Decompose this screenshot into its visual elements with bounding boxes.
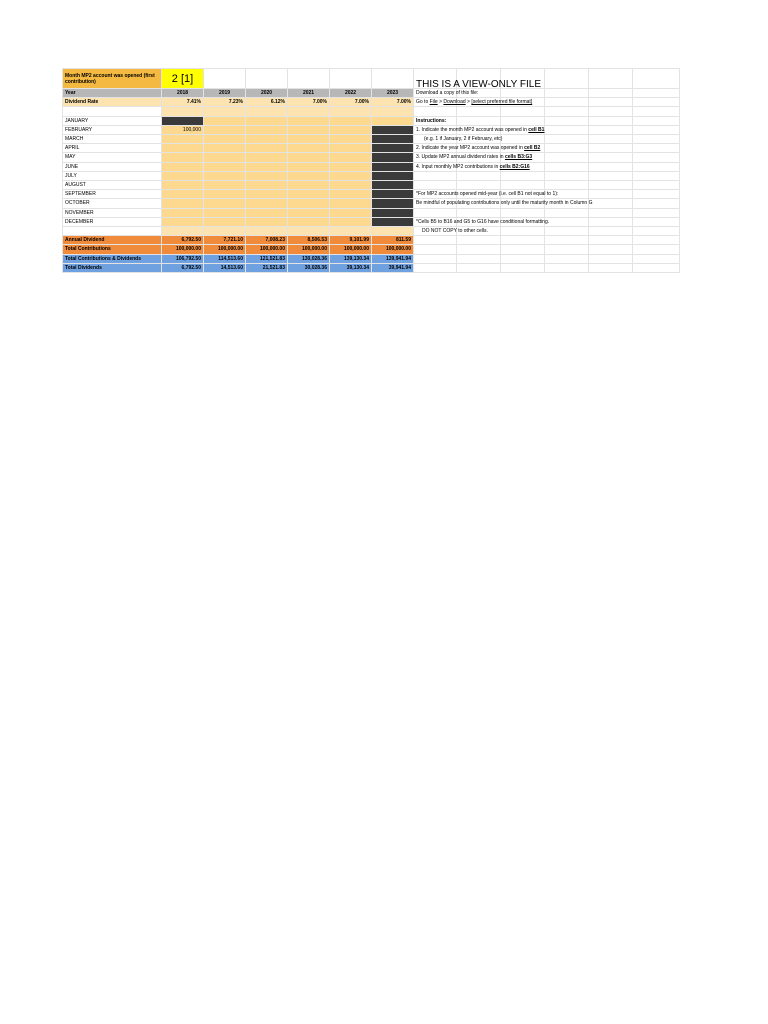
- rate-cell[interactable]: 7.23%: [204, 98, 246, 107]
- contribution-cell[interactable]: [372, 208, 414, 217]
- summary-value-cell[interactable]: 106,792.50: [162, 254, 204, 263]
- empty-cell[interactable]: [372, 107, 414, 116]
- contribution-cell[interactable]: [162, 171, 204, 180]
- empty-cell[interactable]: [545, 107, 589, 116]
- empty-cell[interactable]: [414, 107, 457, 116]
- empty-cell[interactable]: [589, 89, 633, 98]
- empty-cell[interactable]: [545, 263, 589, 272]
- contribution-cell[interactable]: [162, 116, 204, 125]
- empty-cell[interactable]: [633, 153, 680, 162]
- contribution-cell[interactable]: [162, 208, 204, 217]
- month-label-cell[interactable]: MARCH: [63, 135, 162, 144]
- contribution-cell[interactable]: [372, 162, 414, 171]
- empty-cell[interactable]: [457, 245, 501, 254]
- step1-cell-ref: cell B1: [528, 126, 545, 133]
- empty-cell[interactable]: [204, 227, 246, 236]
- empty-cell[interactable]: [589, 171, 633, 180]
- month-label-cell[interactable]: OCTOBER: [63, 199, 162, 208]
- info-cell[interactable]: [414, 162, 530, 171]
- summary-value-cell[interactable]: 7,008.23: [246, 236, 288, 245]
- empty-cell[interactable]: [288, 69, 330, 89]
- summary-value-cell[interactable]: 121,521.83: [246, 254, 288, 263]
- contribution-cell[interactable]: [372, 181, 414, 190]
- year-cell[interactable]: 2018: [162, 89, 204, 98]
- empty-cell[interactable]: [414, 263, 457, 272]
- empty-cell[interactable]: [501, 245, 545, 254]
- contribution-cell[interactable]: [330, 181, 372, 190]
- empty-cell[interactable]: [204, 69, 246, 89]
- info-cell[interactable]: [414, 190, 559, 199]
- info-cell[interactable]: [414, 144, 541, 153]
- rate-cell[interactable]: 6.12%: [246, 98, 288, 107]
- contribution-cell[interactable]: [330, 144, 372, 153]
- empty-cell[interactable]: [589, 162, 633, 171]
- contribution-cell[interactable]: [162, 135, 204, 144]
- contribution-cell[interactable]: [330, 208, 372, 217]
- rate-cell[interactable]: 7.00%: [372, 98, 414, 107]
- summary-value-cell[interactable]: 39,941.94: [372, 263, 414, 272]
- empty-cell[interactable]: [162, 107, 204, 116]
- empty-cell[interactable]: [545, 69, 589, 89]
- contribution-cell[interactable]: [288, 153, 330, 162]
- empty-cell[interactable]: [63, 227, 162, 236]
- empty-cell[interactable]: [589, 135, 633, 144]
- info-cell[interactable]: [414, 199, 593, 208]
- contribution-cell[interactable]: [330, 217, 372, 226]
- empty-cell[interactable]: [589, 190, 633, 199]
- empty-cell[interactable]: [633, 107, 680, 116]
- b1-label-cell[interactable]: Month MP2 account was opened (first contribution): [63, 69, 162, 89]
- empty-cell[interactable]: [589, 153, 633, 162]
- info-cell[interactable]: [414, 89, 479, 98]
- empty-cell[interactable]: [330, 227, 372, 236]
- empty-cell[interactable]: [457, 171, 501, 180]
- summary-value-cell[interactable]: 6,792.50: [162, 236, 204, 245]
- info-cell[interactable]: [414, 227, 488, 236]
- empty-cell[interactable]: [330, 107, 372, 116]
- download-copy-text: Download a copy of this file:: [416, 90, 479, 96]
- empty-cell[interactable]: [457, 236, 501, 245]
- empty-cell[interactable]: [545, 236, 589, 245]
- contribution-cell[interactable]: [204, 181, 246, 190]
- contribution-cell[interactable]: [288, 181, 330, 190]
- contribution-cell[interactable]: [204, 153, 246, 162]
- contribution-cell[interactable]: [372, 153, 414, 162]
- empty-cell[interactable]: [589, 245, 633, 254]
- summary-value-cell[interactable]: 811.59: [372, 236, 414, 245]
- note-midyear: *For MP2 accounts opened mid-year (i.e. cell B1 not equal to 1):: [416, 191, 559, 198]
- contribution-cell[interactable]: [330, 153, 372, 162]
- empty-cell[interactable]: [633, 245, 680, 254]
- empty-cell[interactable]: [589, 199, 633, 208]
- empty-cell[interactable]: [633, 162, 680, 171]
- contribution-cell[interactable]: [204, 199, 246, 208]
- month-label-cell[interactable]: JANUARY: [63, 116, 162, 125]
- year-cell[interactable]: 2022: [330, 89, 372, 98]
- year-label-cell[interactable]: Year: [63, 89, 162, 98]
- summary-label-cell[interactable]: Total Contributions & Dividends: [63, 254, 162, 263]
- empty-cell[interactable]: [457, 116, 501, 125]
- contribution-cell[interactable]: [162, 190, 204, 199]
- contribution-cell[interactable]: [162, 199, 204, 208]
- contribution-cell[interactable]: 100,000: [162, 125, 204, 134]
- empty-cell[interactable]: [457, 107, 501, 116]
- empty-cell[interactable]: [633, 116, 680, 125]
- contribution-cell[interactable]: [372, 171, 414, 180]
- info-cell[interactable]: [414, 98, 533, 107]
- note-formatting: *Cells B5 to B16 and G5 to G16 have conditional formatting.: [416, 218, 550, 225]
- empty-cell[interactable]: [589, 227, 633, 236]
- contribution-cell[interactable]: [330, 162, 372, 171]
- empty-cell[interactable]: [545, 254, 589, 263]
- step4-text: 4. Input monthly MP2 contributions in: [416, 163, 500, 170]
- empty-cell[interactable]: [633, 144, 680, 153]
- empty-cell[interactable]: [633, 263, 680, 272]
- year-cell[interactable]: 2023: [372, 89, 414, 98]
- summary-value-cell[interactable]: 100,000.00: [162, 245, 204, 254]
- empty-cell[interactable]: [501, 181, 545, 190]
- summary-value-cell[interactable]: 8,506.53: [288, 236, 330, 245]
- month-label-cell[interactable]: MAY: [63, 153, 162, 162]
- empty-cell[interactable]: [589, 116, 633, 125]
- summary-value-cell[interactable]: 139,130.34: [330, 254, 372, 263]
- summary-value-cell[interactable]: 114,513.60: [204, 254, 246, 263]
- month-label-cell[interactable]: JUNE: [63, 162, 162, 171]
- contribution-cell[interactable]: [162, 144, 204, 153]
- info-cell[interactable]: [414, 153, 533, 162]
- empty-cell[interactable]: [414, 236, 457, 245]
- info-cell[interactable]: [414, 217, 550, 226]
- file-format-link: [select preferred file format]: [471, 99, 533, 106]
- summary-value-cell[interactable]: 100,000.00: [204, 245, 246, 254]
- empty-cell[interactable]: [288, 227, 330, 236]
- empty-cell[interactable]: [545, 217, 589, 226]
- empty-cell[interactable]: [633, 208, 680, 217]
- info-cell[interactable]: [414, 125, 545, 134]
- empty-cell[interactable]: [288, 107, 330, 116]
- empty-cell[interactable]: [633, 199, 680, 208]
- empty-cell[interactable]: [204, 107, 246, 116]
- step1-text: 1. Indicate the month MP2 account was opened in: [416, 126, 529, 133]
- month-label-cell[interactable]: APRIL: [63, 144, 162, 153]
- empty-cell[interactable]: [501, 254, 545, 263]
- summary-value-cell[interactable]: 130,028.36: [288, 254, 330, 263]
- contribution-cell[interactable]: [162, 217, 204, 226]
- empty-cell[interactable]: [633, 135, 680, 144]
- summary-value-cell[interactable]: 100,000.00: [330, 245, 372, 254]
- contribution-cell[interactable]: [162, 153, 204, 162]
- rate-cell[interactable]: 7.00%: [330, 98, 372, 107]
- contribution-cell[interactable]: [204, 171, 246, 180]
- contribution-cell[interactable]: [288, 144, 330, 153]
- contribution-cell[interactable]: [204, 135, 246, 144]
- empty-cell[interactable]: [414, 171, 457, 180]
- summary-value-cell[interactable]: 100,000.00: [372, 245, 414, 254]
- contribution-cell[interactable]: [372, 190, 414, 199]
- contribution-cell[interactable]: [330, 190, 372, 199]
- summary-label-cell[interactable]: Total Contributions: [63, 245, 162, 254]
- contribution-cell[interactable]: [288, 217, 330, 226]
- contribution-cell[interactable]: [204, 162, 246, 171]
- step2-text: 2. Indicate the year MP2 account was opened in: [416, 145, 525, 152]
- empty-cell[interactable]: [633, 69, 680, 89]
- empty-cell[interactable]: [162, 227, 204, 236]
- empty-cell[interactable]: [372, 227, 414, 236]
- contribution-cell[interactable]: [204, 116, 246, 125]
- goto-prefix: Go to: [416, 99, 430, 106]
- empty-cell[interactable]: [633, 125, 680, 134]
- rate-label-cell[interactable]: Dividend Rate: [63, 98, 162, 107]
- contribution-cell[interactable]: [288, 199, 330, 208]
- contribution-cell[interactable]: [372, 116, 414, 125]
- contribution-cell[interactable]: [162, 162, 204, 171]
- contribution-cell[interactable]: [246, 125, 288, 134]
- empty-cell[interactable]: [633, 236, 680, 245]
- empty-cell[interactable]: [589, 254, 633, 263]
- summary-value-cell[interactable]: 100,000.00: [288, 245, 330, 254]
- info-cell[interactable]: [414, 116, 457, 125]
- summary-value-cell[interactable]: 30,028.36: [288, 263, 330, 272]
- empty-cell[interactable]: [457, 254, 501, 263]
- empty-cell[interactable]: [501, 171, 545, 180]
- contribution-cell[interactable]: [288, 190, 330, 199]
- empty-cell[interactable]: [501, 116, 545, 125]
- summary-value-cell[interactable]: 21,521.83: [246, 263, 288, 272]
- contribution-cell[interactable]: [372, 217, 414, 226]
- empty-cell[interactable]: [589, 107, 633, 116]
- b1-value-cell[interactable]: 2 [1]: [162, 69, 204, 89]
- contribution-cell[interactable]: [288, 171, 330, 180]
- empty-cell[interactable]: [545, 162, 589, 171]
- contribution-cell[interactable]: [162, 181, 204, 190]
- contribution-cell[interactable]: [372, 135, 414, 144]
- empty-cell[interactable]: [633, 190, 680, 199]
- contribution-cell[interactable]: [246, 116, 288, 125]
- summary-label-cell[interactable]: Total Dividends: [63, 263, 162, 272]
- empty-cell[interactable]: [372, 69, 414, 89]
- contribution-cell[interactable]: [288, 162, 330, 171]
- empty-cell[interactable]: [501, 263, 545, 272]
- empty-cell[interactable]: [545, 227, 589, 236]
- note-do-not-copy: DO NOT COPY to other cells.: [422, 228, 488, 235]
- contribution-cell[interactable]: [246, 144, 288, 153]
- download-menu-link: Download: [443, 99, 466, 106]
- empty-cell[interactable]: [545, 171, 589, 180]
- empty-cell[interactable]: [457, 263, 501, 272]
- empty-cell[interactable]: [545, 208, 589, 217]
- empty-cell[interactable]: [589, 217, 633, 226]
- empty-cell[interactable]: [545, 89, 589, 98]
- empty-cell[interactable]: [501, 208, 545, 217]
- contribution-cell[interactable]: [246, 153, 288, 162]
- empty-cell[interactable]: [589, 98, 633, 107]
- month-label-cell[interactable]: FEBRUARY: [63, 125, 162, 134]
- contribution-cell[interactable]: [246, 199, 288, 208]
- month-label-cell[interactable]: DECEMBER: [63, 217, 162, 226]
- view-only-title[interactable]: THIS IS A VIEW-ONLY FILE: [414, 69, 457, 89]
- month-label-cell[interactable]: SEPTEMBER: [63, 190, 162, 199]
- contribution-cell[interactable]: [204, 217, 246, 226]
- empty-cell[interactable]: [246, 227, 288, 236]
- contribution-cell[interactable]: [330, 171, 372, 180]
- summary-value-cell[interactable]: 39,130.34: [330, 263, 372, 272]
- empty-cell[interactable]: [545, 98, 589, 107]
- empty-cell[interactable]: [589, 263, 633, 272]
- step3-text: 3. Update MP2 annual dividend rates in: [416, 154, 505, 161]
- empty-cell[interactable]: [501, 227, 545, 236]
- contribution-cell[interactable]: [204, 208, 246, 217]
- spreadsheet-grid: [62, 68, 680, 273]
- goto-separator: >: [465, 99, 472, 106]
- empty-cell[interactable]: [414, 181, 457, 190]
- empty-cell[interactable]: [589, 69, 633, 89]
- year-cell[interactable]: 2020: [246, 89, 288, 98]
- empty-cell[interactable]: [457, 208, 501, 217]
- contribution-cell[interactable]: [246, 181, 288, 190]
- summary-value-cell[interactable]: 139,941.94: [372, 254, 414, 263]
- empty-cell[interactable]: [501, 236, 545, 245]
- empty-cell[interactable]: [633, 181, 680, 190]
- contribution-cell[interactable]: [246, 171, 288, 180]
- contribution-cell[interactable]: [330, 135, 372, 144]
- empty-cell[interactable]: [545, 144, 589, 153]
- empty-cell[interactable]: [633, 171, 680, 180]
- empty-cell[interactable]: [414, 245, 457, 254]
- empty-cell[interactable]: [589, 125, 633, 134]
- contribution-cell[interactable]: [372, 125, 414, 134]
- empty-cell[interactable]: [457, 181, 501, 190]
- file-menu-link: File: [429, 99, 438, 106]
- step1-example: (e.g. 1 if January, 2 if February, etc): [424, 136, 503, 142]
- contribution-cell[interactable]: [246, 208, 288, 217]
- contribution-cell[interactable]: [372, 199, 414, 208]
- empty-cell[interactable]: [633, 217, 680, 226]
- contribution-cell[interactable]: [204, 125, 246, 134]
- year-cell[interactable]: 2019: [204, 89, 246, 98]
- empty-cell[interactable]: [545, 153, 589, 162]
- contribution-cell[interactable]: [330, 125, 372, 134]
- empty-cell[interactable]: [501, 107, 545, 116]
- empty-cell[interactable]: [414, 208, 457, 217]
- month-label-cell[interactable]: AUGUST: [63, 181, 162, 190]
- empty-cell[interactable]: [633, 254, 680, 263]
- summary-value-cell[interactable]: 6,792.50: [162, 263, 204, 272]
- empty-cell[interactable]: [545, 135, 589, 144]
- empty-cell[interactable]: [633, 89, 680, 98]
- summary-value-cell[interactable]: 7,721.10: [204, 236, 246, 245]
- instructions-heading: Instructions:: [416, 117, 447, 124]
- empty-cell[interactable]: [589, 181, 633, 190]
- contribution-cell[interactable]: [246, 162, 288, 171]
- summary-label-cell[interactable]: Annual Dividend: [63, 236, 162, 245]
- empty-cell[interactable]: [545, 116, 589, 125]
- empty-cell[interactable]: [501, 135, 545, 144]
- empty-cell[interactable]: [633, 98, 680, 107]
- month-label-cell[interactable]: JULY: [63, 171, 162, 180]
- empty-cell[interactable]: [589, 236, 633, 245]
- empty-cell[interactable]: [330, 69, 372, 89]
- month-label-cell[interactable]: NOVEMBER: [63, 208, 162, 217]
- contribution-cell[interactable]: [288, 208, 330, 217]
- step2-cell-ref: cell B2: [524, 145, 541, 152]
- summary-value-cell[interactable]: 100,000.00: [246, 245, 288, 254]
- summary-value-cell[interactable]: 9,101.99: [330, 236, 372, 245]
- contribution-cell[interactable]: [246, 135, 288, 144]
- empty-cell[interactable]: [589, 208, 633, 217]
- empty-cell[interactable]: [63, 107, 162, 116]
- empty-cell[interactable]: [545, 181, 589, 190]
- contribution-cell[interactable]: [330, 199, 372, 208]
- empty-cell[interactable]: [414, 254, 457, 263]
- empty-cell[interactable]: [246, 69, 288, 89]
- empty-cell[interactable]: [545, 245, 589, 254]
- step4-cell-ref: cells B2:G16: [499, 163, 530, 170]
- contribution-cell[interactable]: [246, 217, 288, 226]
- info-cell[interactable]: [414, 135, 503, 144]
- goto-separator: >: [437, 99, 444, 106]
- empty-cell[interactable]: [246, 107, 288, 116]
- contribution-cell[interactable]: [288, 125, 330, 134]
- empty-cell[interactable]: [633, 227, 680, 236]
- contribution-cell[interactable]: [204, 190, 246, 199]
- spreadsheet: [62, 68, 679, 273]
- contribution-cell[interactable]: [330, 116, 372, 125]
- contribution-cell[interactable]: [288, 116, 330, 125]
- year-cell[interactable]: 2021: [288, 89, 330, 98]
- rate-cell[interactable]: 7.41%: [162, 98, 204, 107]
- note-maturity: Be mindful of populating contributions only until the maturity month in Column G: [416, 200, 593, 207]
- step3-cell-ref: cells B3:G3: [504, 154, 533, 161]
- contribution-cell[interactable]: [288, 135, 330, 144]
- empty-cell[interactable]: [545, 125, 589, 134]
- contribution-cell[interactable]: [372, 144, 414, 153]
- summary-value-cell[interactable]: 14,513.60: [204, 263, 246, 272]
- contribution-cell[interactable]: [246, 190, 288, 199]
- rate-cell[interactable]: 7.00%: [288, 98, 330, 107]
- contribution-cell[interactable]: [204, 144, 246, 153]
- empty-cell[interactable]: [589, 144, 633, 153]
